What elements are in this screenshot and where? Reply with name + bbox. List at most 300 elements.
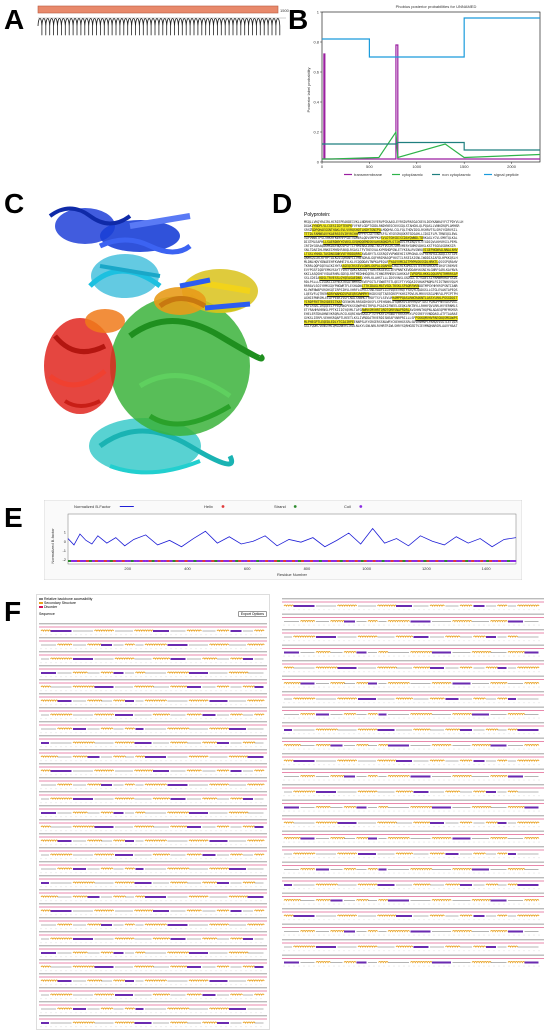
structure-segment — [358, 560, 361, 562]
structure-segment — [352, 560, 355, 562]
strand-segment — [58, 840, 72, 842]
sequence-text-line — [282, 908, 544, 909]
strand-segment — [58, 980, 72, 982]
strand-segment — [171, 938, 186, 940]
helix-segment — [41, 826, 51, 827]
helix-segment — [115, 938, 134, 939]
structure-segment — [322, 560, 325, 562]
strand-segment — [414, 636, 429, 638]
psipred-row — [282, 598, 544, 610]
structure-segment — [211, 560, 214, 562]
structure-segment — [193, 560, 196, 562]
psipred-right-column — [280, 594, 546, 974]
sequence-text-line — [39, 903, 267, 904]
sequence-line: IRTDYGSRAQDKMKDAFNQGVPGFTLYRMVAKAIKNLTNSVYVGCRCSHRVMERYSNMSVDHSLKSTFSGEASDRKSIR — [304, 244, 456, 248]
structure-segment — [468, 560, 471, 562]
helix-segment — [248, 980, 265, 981]
sequence-text-line — [282, 645, 544, 646]
helix-segment — [284, 837, 301, 838]
psipred-row — [39, 637, 267, 649]
strand-segment — [41, 812, 56, 814]
sequence-text-line — [39, 679, 267, 680]
strand-segment — [357, 807, 367, 809]
strand-segment — [518, 729, 539, 731]
strand-segment — [51, 770, 72, 772]
helix-segment — [51, 994, 73, 995]
helix-segment — [498, 915, 508, 916]
legend-secondary: Secondary Structure — [43, 601, 76, 605]
structure-segment — [158, 560, 161, 562]
helix-segment — [508, 946, 518, 947]
helix-segment — [171, 686, 188, 687]
helix-segment — [136, 952, 146, 953]
strand-segment — [114, 672, 124, 674]
structure-segment — [229, 560, 232, 562]
psipred-row — [39, 721, 267, 733]
structure-segment — [214, 560, 217, 562]
strand-segment — [460, 884, 472, 886]
sequence-line: ETYRAHHVHRNSLPPTKIIIGYQVMLTAFGRWRKSMVHRTQRDTQRRVNAPRDRLAVSHHNTHQPNLADAEQPMFMSMSR — [304, 308, 458, 312]
helix-segment — [414, 667, 431, 668]
sequence-line: GGIFQDKCVKNGVMLQMLDWERSIRDLNLKYLSNLNRLRVHRTRIWLSHRYSQRHGEDTVIEVMNQHARSRLAAVYHAAT — [304, 324, 458, 328]
sequence-text-line — [39, 917, 267, 918]
helix-segment — [411, 868, 433, 869]
structure-segment — [495, 560, 498, 562]
helix-segment — [153, 658, 170, 659]
strand-segment — [486, 946, 496, 948]
strand-segment — [358, 698, 376, 700]
legend-disorder: Disorder — [43, 605, 58, 609]
strand-segment — [101, 644, 112, 646]
psipred-row — [39, 861, 267, 873]
strand-segment — [41, 952, 56, 954]
strand-segment — [88, 896, 100, 898]
helix-segment — [145, 840, 167, 841]
sequence-text-line — [282, 800, 544, 801]
y-tick-label: 0.8 — [313, 39, 319, 45]
psipred-rows-left — [37, 619, 269, 1029]
structure-segment — [370, 560, 373, 562]
strand-segment — [294, 915, 315, 917]
strand-segment — [189, 672, 208, 674]
psipred-row — [282, 955, 544, 967]
helix-segment — [338, 915, 357, 916]
structure-segment — [355, 560, 358, 562]
bfactor-y-tick: -2 — [62, 556, 66, 562]
helix-segment — [388, 930, 410, 931]
helix-segment — [472, 961, 491, 962]
sequence-text-line — [39, 987, 267, 988]
structure-segment — [405, 560, 408, 562]
helix-segment — [41, 770, 51, 771]
structure-segment — [444, 560, 447, 562]
strand-segment — [248, 896, 264, 898]
structure-segment — [292, 560, 295, 562]
helix-segment — [357, 744, 369, 745]
helix-segment — [95, 770, 114, 771]
structure-segment — [223, 560, 226, 562]
helix-segment — [168, 1008, 190, 1009]
structure-segment — [199, 560, 202, 562]
helix-segment — [189, 840, 208, 841]
sequence-text-line — [282, 614, 544, 615]
psipred-row — [282, 893, 544, 905]
sequence-text-line — [39, 665, 267, 666]
domain-green — [110, 296, 262, 436]
helix-segment — [231, 994, 243, 995]
sequence-text-line — [282, 707, 544, 708]
strand-segment — [187, 686, 201, 688]
helix-segment — [284, 915, 294, 916]
helix-segment — [460, 760, 472, 761]
structure-segment — [456, 560, 459, 562]
y-tick-label: 0 — [316, 159, 319, 165]
strand-segment — [411, 621, 431, 623]
y-tick-label: 0.2 — [313, 129, 319, 135]
helix-segment — [229, 812, 248, 813]
strand-segment — [474, 760, 485, 762]
helix-segment — [231, 658, 243, 659]
strand-segment — [284, 652, 299, 654]
helix-segment — [472, 806, 491, 807]
y-tick-label: 0.4 — [313, 99, 319, 105]
strand-segment — [135, 1022, 152, 1024]
structure-segment — [244, 560, 247, 562]
sequence-line: PNFLRSKLIRQQEELPPEQRNGPEKSSQWPHSSTRPQLPSAIKIFNEELGEQKLRKTNYLLRHHYQVLRRLHVYERNMLS — [304, 304, 458, 308]
helix-segment — [508, 651, 525, 652]
series-non-cytoplasmic — [322, 143, 540, 151]
helix-segment — [189, 980, 208, 981]
helix-segment — [114, 756, 126, 757]
helix-segment — [187, 630, 201, 631]
helix-segment — [344, 868, 356, 869]
legend-label: cytoplasmic — [402, 172, 423, 177]
helix-segment — [432, 744, 451, 745]
sequence-line: DIGTMLEAPHLLSAERDNYYGVKSLGVQHQQEMDSKVAHGNQKDPLSTIHDVLYKVAQSYLVTGDIQVLKHVRSILPEML — [304, 240, 458, 244]
psipred-row — [39, 1015, 267, 1027]
helix-segment — [41, 756, 58, 757]
export-options-button[interactable]: Export Options — [238, 611, 267, 617]
helix-segment — [231, 714, 243, 715]
bfactor-y-tick: -1 — [62, 547, 66, 553]
structure-segment — [492, 560, 495, 562]
helix-segment — [358, 791, 377, 792]
helix-segment — [243, 1022, 255, 1023]
structure-segment — [489, 560, 492, 562]
helix-segment — [229, 896, 248, 897]
structure-segment — [128, 560, 131, 562]
strand-segment — [114, 952, 124, 954]
sequence-line: VAPVWWSTPSLVHKHFKWYHFPSDTVAMERLQDVSMPPKVSVLDTGHSDISCDAYQWNDLTDRKAGLYCVLSMRTQLKAL — [304, 236, 458, 240]
strand-segment — [430, 667, 444, 669]
strand-segment — [414, 946, 429, 948]
helix-segment — [358, 884, 377, 885]
strand-segment — [145, 896, 166, 898]
helix-segment — [316, 822, 338, 823]
helix-segment — [474, 636, 486, 637]
helix-segment — [432, 899, 451, 900]
helix-segment — [508, 961, 525, 962]
helix-segment — [284, 744, 301, 745]
helix-segment — [168, 728, 190, 729]
helix-segment — [255, 770, 265, 771]
protein-3d-structure — [30, 196, 276, 492]
sequence-text-line — [282, 629, 544, 630]
bfactor-legend-label: Coil — [344, 504, 351, 509]
strand-segment — [344, 621, 355, 623]
structure-segment — [271, 560, 274, 562]
helix-segment — [210, 728, 229, 729]
structure-segment — [161, 560, 164, 562]
helix-segment — [338, 853, 357, 854]
series-cytoplasmic — [322, 132, 540, 159]
helix-segment — [474, 853, 486, 854]
structure-segment — [441, 560, 444, 562]
psipred-row — [39, 973, 267, 985]
helix-segment — [491, 837, 508, 838]
strand-segment — [217, 1022, 229, 1024]
strand-segment — [115, 854, 133, 856]
helix-segment — [357, 682, 369, 683]
psipred-row — [39, 1001, 267, 1013]
helix-segment — [331, 775, 345, 776]
helix-segment — [255, 994, 265, 995]
helix-segment — [498, 760, 508, 761]
bfactor-legend-label: Strand — [274, 504, 286, 509]
structure-segment — [83, 560, 86, 562]
psipred-row — [39, 959, 267, 971]
structure-segment — [110, 560, 113, 562]
helix-segment — [396, 853, 413, 854]
coil-trace — [38, 19, 280, 36]
strand-segment — [344, 776, 355, 778]
structure-segment — [137, 560, 140, 562]
strand-segment — [95, 966, 114, 968]
helix-segment — [518, 760, 540, 761]
psipred-row — [282, 645, 544, 657]
helix-segment — [472, 744, 491, 745]
structure-segment — [331, 560, 334, 562]
strand-segment — [73, 938, 93, 940]
structure-segment — [408, 560, 411, 562]
structure-segment — [205, 560, 208, 562]
bfactor-x-tick: 600 — [243, 566, 251, 571]
helix-segment — [88, 980, 102, 981]
helix-segment — [88, 784, 102, 785]
structure-segment — [435, 560, 438, 562]
structure-segment — [220, 560, 223, 562]
helix-segment — [508, 729, 518, 730]
psipred-row — [39, 987, 267, 999]
panel-a-end-label: 1500 — [280, 8, 289, 13]
helix-segment — [498, 698, 508, 699]
helix-segment — [508, 791, 518, 792]
strand-segment — [316, 714, 329, 716]
psipred-row — [39, 889, 267, 901]
psipred-row — [282, 738, 544, 750]
y-tick-label: 1 — [316, 9, 319, 15]
strand-segment — [101, 924, 112, 926]
helix-segment — [255, 910, 265, 911]
helix-segment — [255, 714, 265, 715]
helix-segment — [88, 840, 102, 841]
psipred-row — [282, 831, 544, 843]
strand-segment — [396, 915, 412, 917]
helix-segment — [301, 868, 315, 869]
strand-segment — [453, 683, 471, 685]
strand-segment — [255, 686, 264, 688]
helix-segment — [95, 854, 114, 855]
strand-segment — [338, 822, 357, 824]
helix-segment — [453, 930, 472, 931]
structure-segment — [280, 560, 283, 562]
sequence-text-line — [39, 1015, 267, 1016]
helix-segment — [51, 854, 73, 855]
helix-segment — [125, 644, 135, 645]
structure-segment — [92, 560, 95, 562]
sequence-line: EVYPGSFIQDFEMKVSAYTTVREFQDKIKAGSQYYARIRKGEEGLIEVPNNTKEVDDAHVKGNIHLGNRFSARLKAYNVA — [304, 268, 458, 272]
bfactor-x-tick: 1000 — [362, 566, 372, 571]
helix-segment — [294, 791, 316, 792]
strand-segment — [508, 621, 523, 623]
structure-segment — [217, 560, 220, 562]
psipred-row — [39, 805, 267, 817]
strand-segment — [525, 807, 539, 809]
sequence-text-line — [282, 738, 544, 739]
bfactor-y-tick: 1 — [63, 529, 66, 535]
bfactor-y-tick: 0 — [63, 538, 66, 544]
sequence-text-line — [39, 1001, 267, 1002]
series-signal-peptide — [322, 18, 540, 57]
helix-segment — [217, 630, 229, 631]
domain-blue — [50, 208, 190, 252]
helix-segment — [379, 961, 389, 962]
helix-segment — [41, 686, 51, 687]
helix-segment — [125, 728, 135, 729]
helix-segment — [255, 854, 265, 855]
psipred-row — [39, 917, 267, 929]
sequence-text-line — [39, 819, 267, 820]
structure-segment — [155, 560, 158, 562]
helix-segment — [379, 651, 389, 652]
strand-segment — [508, 853, 516, 855]
sequence-text-line — [39, 805, 267, 806]
helix-segment — [203, 938, 217, 939]
helix-segment — [114, 840, 126, 841]
helix-segment — [210, 644, 229, 645]
sequence-text-line — [39, 763, 267, 764]
psipred-row — [39, 931, 267, 943]
structure-segment — [131, 560, 134, 562]
strand-segment — [331, 745, 343, 747]
helix-segment — [414, 822, 431, 823]
helix-segment — [446, 946, 460, 947]
psipred-row — [39, 833, 267, 845]
helix-segment — [378, 822, 397, 823]
structure-segment — [513, 560, 516, 562]
structure-segment — [89, 560, 92, 562]
helix-segment — [498, 853, 508, 854]
helix-segment — [453, 775, 472, 776]
strand-segment — [411, 776, 431, 778]
structure-segment — [376, 560, 379, 562]
helix-segment — [294, 636, 316, 637]
panel-label-b: B — [288, 4, 309, 35]
sequence-line: KLVWFNWAPVRGHSQTIRPSIHVLVHRFLGPELLVNLVAAYLLLEVQEEVHQTFSEQYLQADGSLLGTGLEVAKTAPEQS — [304, 288, 458, 292]
helix-segment — [88, 644, 102, 645]
structure-segment — [388, 560, 391, 562]
helix-segment — [58, 868, 72, 869]
helix-segment — [316, 884, 338, 885]
helix-segment — [388, 775, 410, 776]
strand-segment — [125, 980, 134, 982]
strand-segment — [115, 714, 133, 716]
helix-segment — [115, 882, 134, 883]
helix-segment — [316, 806, 330, 807]
sequence-text-line — [39, 693, 267, 694]
strand-segment — [344, 931, 355, 933]
structure-segment — [256, 560, 259, 562]
helix-segment — [525, 744, 539, 745]
legend-label: non cytoplasmic — [442, 172, 471, 177]
helix-segment — [243, 966, 255, 967]
strand-segment — [430, 822, 444, 824]
helix-segment — [525, 837, 539, 838]
psipred-row — [39, 875, 267, 887]
sequence-text-line — [39, 931, 267, 932]
helix-segment — [73, 686, 95, 687]
psipred-row — [282, 753, 544, 765]
helix-segment — [135, 826, 154, 827]
helix-segment — [73, 672, 87, 673]
helix-segment — [243, 826, 255, 827]
panel-label-f: F — [4, 596, 22, 627]
helix-segment — [446, 884, 460, 885]
strand-segment — [115, 994, 133, 996]
structure-segment — [382, 560, 385, 562]
helix-segment — [284, 822, 294, 823]
psipred-row — [282, 908, 544, 920]
helix-segment — [153, 714, 170, 715]
helix-segment — [135, 910, 154, 911]
structure-segment — [483, 560, 486, 562]
sequence-text-line — [39, 637, 267, 638]
strand-segment — [525, 962, 539, 964]
helix-segment — [446, 636, 460, 637]
strand-segment — [210, 980, 228, 982]
structure-segment — [134, 560, 137, 562]
helix-segment — [51, 714, 73, 715]
strand-segment — [294, 760, 315, 762]
helix-segment — [474, 946, 486, 947]
helix-segment — [430, 915, 444, 916]
strand-segment — [301, 683, 315, 685]
strand-segment — [187, 966, 201, 968]
structure-segment — [253, 560, 256, 562]
domain-red — [44, 309, 125, 414]
helix-segment — [58, 728, 72, 729]
psipred-row — [39, 777, 267, 789]
helix-segment — [41, 910, 51, 911]
strand-segment — [41, 742, 49, 744]
psipred-row — [282, 877, 544, 889]
panel-label-a: A — [4, 4, 25, 35]
sequence-text-line — [282, 676, 544, 677]
helix-segment — [203, 882, 217, 883]
helix-segment — [379, 899, 389, 900]
helix-segment — [486, 667, 498, 668]
strand-segment — [378, 729, 395, 731]
